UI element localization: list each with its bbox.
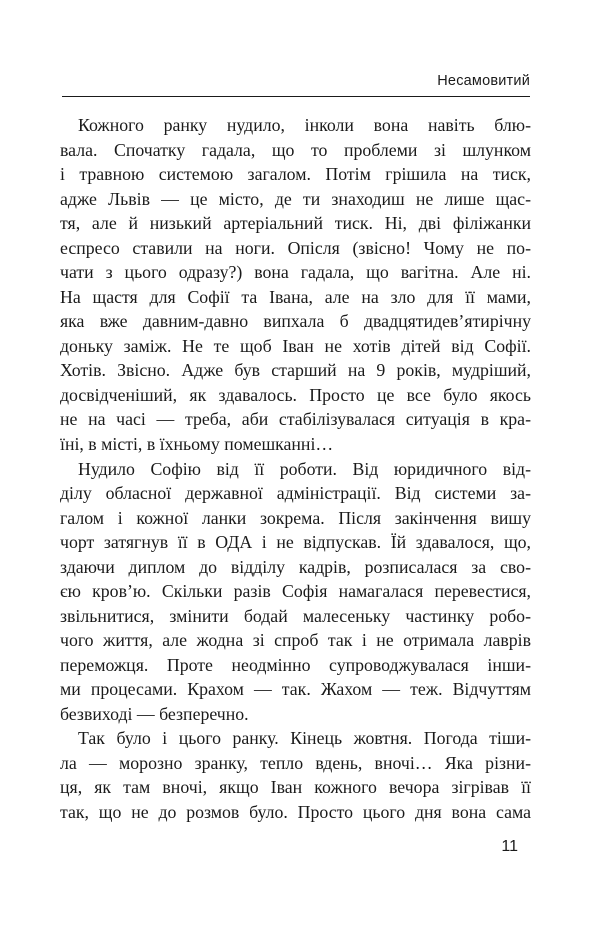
text-line: чати з цього одразу?) вона гадала, що вагітна. Але ні.	[60, 262, 531, 283]
text-line: не на часі — треба, аби стабілізувалася ситуація в кра-	[60, 409, 531, 430]
text-line: чого життя, але жодна зі спроб так і не отримала лаврів	[60, 630, 531, 651]
text-line: тя, але й низький артеріальний тиск. Ні, дві філіжанки	[60, 213, 531, 234]
text-line: вала. Спочатку гадала, що то проблеми зі шлунком	[60, 139, 531, 160]
text-line: Так було і цього ранку. Кінець жовтня. Погода тіши-	[78, 728, 531, 749]
text-line: звільнитися, змінити бодай малесеньку частинку робо-	[60, 605, 531, 626]
text-line: ділу обласної державної адміністрації. Від системи за-	[60, 483, 531, 504]
text-line: яка вже давним-давно випхала б двадцятидев’ятирічну	[60, 311, 531, 332]
text-line: ми процесами. Крахом — так. Жахом — теж. Відчуттям	[60, 679, 531, 700]
text-line: чорт затягнув її в ОДА і не відпускав. Їй здавалося, що,	[60, 532, 531, 553]
text-line: еспресо ставили на ноги. Опісля (звісно! Чому не по-	[60, 237, 531, 258]
text-line: адже Львів — це місто, де ти знаходиш не лише щас-	[60, 188, 531, 209]
text-line: так, що не до розмов було. Просто цього дня вона сама	[60, 802, 531, 822]
text-line: ця, як там вночі, якщо Іван кожного вечора зігрівав її	[60, 777, 531, 798]
header-rule	[62, 96, 530, 97]
text-line: Нудило Софію від її роботи. Від юридичного від-	[78, 458, 531, 479]
text-line: переможця. Проте неодмінно супроводжувалася інши-	[60, 654, 531, 675]
text-line: здаючи диплом до відділу кадрів, розписалася за сво-	[60, 556, 531, 577]
text-line: їні, в місті, в їхньому помешканні…	[60, 433, 334, 454]
text-line: Хотів. Звісно. Адже був старший на 9 років, мудріший,	[60, 360, 531, 381]
text-line: На щастя для Софії та Івана, але на зло для її мами,	[60, 286, 531, 307]
text-line: ла — морозно зранку, тепло вдень, вночі… Яка різни-	[60, 752, 531, 773]
text-line: єю кров’ю. Скільки разів Софія намагалася перевестися,	[60, 581, 531, 602]
text-line: і травною системою загалом. Потім грішила на тиск,	[60, 164, 531, 185]
page-number: 11	[501, 838, 518, 855]
text-line: Кожного ранку нудило, інколи вона навіть блю-	[78, 115, 531, 135]
text-line: галом і кожної ланки зокрема. Після закінчення вишу	[60, 507, 531, 528]
running-head: Несамовитий	[437, 73, 530, 89]
text-line: доньку заміж. Не те щоб Іван не хотів дітей від Софії.	[60, 335, 531, 356]
text-line: безвиході — безперечно.	[60, 703, 249, 724]
text-line: досвідченіший, як здавалось. Просто це все було якось	[60, 384, 531, 405]
